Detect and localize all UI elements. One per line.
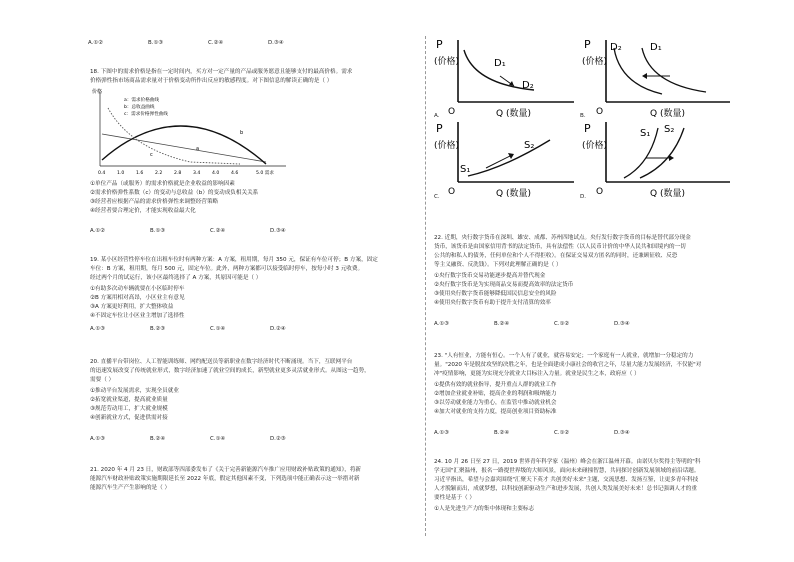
q22-statement-4: ④使用央行数字货币有助于提升支付清算的效率 [434,300,551,306]
q18-xtick-2: 1.0 [117,171,125,176]
q18-graph-ylabel: 价格 [92,89,103,95]
graph-c-curve [468,140,550,176]
q18-xtick-8: 4.6 [231,171,239,176]
q18-legend-b: b：总收益曲线 [124,105,155,110]
graph-a-xlabel: Q (数量) [496,109,531,119]
q22-option-c[interactable]: C.①② [554,321,570,327]
q23-stem-line-3: 冲"疫情影响，更能为实现充分就业大目标注入力量。就业是民生之本，政府应（ ） [434,371,640,377]
q21-stem-line-3: 能源汽车生产产生影响的是（ ） [90,485,171,491]
graph-a-origin: O [448,107,456,117]
graph-d-curve-label-1: S₁ [640,128,651,139]
q17-option-b[interactable]: B.①③ [148,40,164,46]
q17-option-c[interactable]: C.②④ [208,40,224,46]
q24-stem-line-1: 24. 10 月 26 日至 27 日，2019 世界青年科学家（温州）峰会在浙江温州开幕。由诺贝尔奖得主等明的"科 [434,459,701,465]
graph-d-label[interactable]: D. [580,194,587,200]
q19-option-c[interactable]: C.①④ [210,326,226,332]
q18-xtick-7: 4.0 [212,171,220,176]
q20-statement-3: ③规范劳动用工，扩大就业规模 [90,406,168,412]
graph-b-origin: O [596,107,604,117]
q24-stem-line-5: 要性是基于（ ） [434,495,475,501]
q18-xtick-6: 3.4 [193,171,201,176]
graph-c-ylabel-jiage: (价格) [434,141,460,151]
q18-statement-2: ②需求价格弹性系数（c）的变动与总收益（b）的变动成负相关关系 [90,190,259,196]
q18-xtick-5: 2.8 [174,171,182,176]
q18-options [90,228,330,234]
graph-a-curve-label-2: D₂ [522,80,534,91]
q19-option-a[interactable]: A.①③ [90,326,105,332]
q21-stem-line-1: 21. 2020 年 4 月 23 日，财政部等四部委发布了《关于完善新能源汽车推广应用财政补贴政策的通知》，将新 [90,467,362,473]
q24-statement-1: ①人是先进生产力的集中体现和主要标志 [434,506,535,512]
q23-option-c[interactable]: C.①② [554,430,570,436]
q22-stem-line-1: 22. 近期，央行数字货币在深圳、雄安、成都、苏州四地试点。央行发行数字货币的目标是替代部分现金 [434,235,691,241]
graph-a-curve-label-1: D₁ [494,58,506,69]
q18-graph [90,84,300,178]
graph-c-curve-label-1: S₁ [460,164,471,175]
graph-d-ylabel-jiage: (价格) [582,141,608,151]
q23-options [434,430,674,436]
q23-stem-line-1: 23. "人有恒业，方能有恒心。一个人有了就业，就容易安定；一个家庭有一人就业，就增加一分稳定的力 [434,353,694,359]
q19-statement-3: ③A 方案更好利用，扩大整体收益 [90,304,174,310]
q18-statement-4: ④经营者要合理定价，才能实现收益最大化 [90,208,196,214]
q20-statement-1: ①推动平台发展需求，实现全员就业 [90,388,179,394]
q22-option-a[interactable]: A.①③ [434,321,449,327]
q18-xtick-1: 0.4 [98,171,106,176]
graph-b-curve-label-2: D₁ [650,42,662,53]
q19-option-b[interactable]: B.②③ [150,326,166,332]
graph-c-origin: O [448,187,456,197]
q24-stem-line-2: 学无国"汇聚温州，报名一路提世界级的大师风景，面向未来碰撞智慧，共同探讨创新发展领域的前沿话题。 [434,468,700,474]
q23-stem-line-2: 量。"2020 年是脱贫攻坚的决胜之年，也是全面建成小康社会的收官之年，尽量大能力发展经济，不仅能"对 [434,362,702,368]
graph-b-curve-label-1: D₂ [610,42,622,53]
q18-curve-label-a: a [196,146,200,152]
q19-stem-line-2: 车位：B 方案，租用期，每月 500 元，固定车位。此外，两种方案都可以接受临时停车，按每小时 3 元收费。 [90,266,364,272]
graph-a-ylabel-p: P [436,38,443,51]
q18-option-c[interactable]: C.②④ [210,228,226,234]
q22-statement-1: ①央行数字货币交易功能逐步提高并替代现金 [434,273,546,279]
q22-statement-3: ③使用央行数字货币能够降低国民信息安全的风险 [434,291,557,297]
q22-stem-line-3: 公共的和私人的债务，任何单位和个人不得拒收）。在保证交易双方匿名的同时，还兼顾征收、反恐 [434,253,678,259]
q19-options [90,326,330,332]
q20-option-d[interactable]: D.②③ [270,436,286,442]
q23-statement-1: ①提供有效的就业指导，提升重点人群的就业工作 [434,382,557,388]
q18-statement-1: ①单位产品（或服务）的需求价格就是企业收益的影响因素 [90,181,235,187]
column-divider [425,36,426,536]
q20-options [90,436,330,442]
graph-a-ylabel-jiage: (价格) [434,57,460,67]
q18-xtick-4: 2.2 [155,171,163,176]
q18-option-d[interactable]: D.③④ [270,228,286,234]
q22-statement-2: ②央行数字货币是为实现商品交易而提高效率的法定货币 [434,282,574,288]
q18-stem-line-2: 价格弹性指市场商品需求量对于价格变动所作出反应的敏感程度。对下图信息的解读正确的是（ ） [90,78,333,84]
q23-statement-2: ②增加企业就业补贴，提高企业的利润和吸纳能力 [434,391,557,397]
q20-statement-2: ②拓宽就业渠道，提高就业质量 [90,397,168,403]
graph-a-label[interactable]: A. [434,113,440,119]
q20-statement-4: ④创新就业方式，促进供需对接 [90,415,168,421]
q18-legend-a: a：需求价格曲线 [124,98,159,103]
q19-stem-line-1: 19. 某小区经营性停车位在出租车位时有两种方案：A 方案，租用期，每月 350 元，保证有车位可停；B 方案，固定 [90,257,378,263]
q20-option-c[interactable]: C.①④ [210,436,226,442]
q18-curve-label-c: c [150,152,153,158]
q19-stem-line-3: 经过两个月的试运行，该小区最终选择了 A 方案，其原因可能是（ ） [90,275,262,281]
q23-option-a[interactable]: A.①③ [434,430,449,436]
q18-stem-line-1: 18. 下图中的需求价格是指在一定时间内，买方对一定产量的产品或服务愿意且能够支付的最高价格。需求 [90,69,353,75]
graph-b-arrowhead [642,73,647,79]
q21-stem-line-2: 能源汽车财政补贴政策实施期限延长至 2022 年底，假定其他因素不变，下列选项中能正确表示这一举措对新 [90,476,360,482]
q22-stem-line-4: 等主义融资、反洗钱）。下列对此理解正确的是（ ） [434,262,562,268]
graph-a [434,36,584,120]
graph-c [434,118,587,200]
q19-statement-2: ②B 方案用相对高昂，小区业主有意见 [90,295,185,301]
graph-c-curve-label-2: S₂ [524,140,535,151]
q22-options [434,321,674,327]
graph-d-xlabel: Q (数量) [650,189,685,199]
q18-curve-label-b: b [240,130,244,136]
q22-option-d[interactable]: D.③④ [614,321,630,327]
graph-b-ylabel-p: P [584,38,591,51]
q20-stem-line-2: 的迅速发展改变了传统就业形式，数字经济加速了就业空间的成长，新型就业更多灵活就业形式。从图这一趋势， [90,368,370,374]
graph-b-ylabel-jiage: (价格) [582,57,608,67]
q23-statement-3: ③以劳动就业能力为重心，在监管中推动就业机会 [434,400,557,406]
graph-b-curve-2 [642,48,706,92]
q17-option-a[interactable]: A.①② [88,40,103,46]
graph-b [580,36,740,120]
q18-legend-c: c：需求价格弹性曲线 [124,112,168,117]
q17-option-d[interactable]: D.③④ [268,40,284,46]
q18-xtick-9: 5.0 需求 [256,171,274,176]
graph-c-xlabel: Q (数量) [496,189,531,199]
q22-stem-line-2: 货币，该货币是由国家信用背书的法定货币，具有法偿性（以人民币计价的中华人民共和国境内的一切 [434,244,686,250]
graph-d [580,118,740,200]
q19-option-d[interactable]: D.②④ [270,326,286,332]
graph-d-curve-label-2: S₂ [664,124,675,135]
q20-option-a[interactable]: A.①③ [90,436,105,442]
graph-b-xlabel: Q (数量) [650,109,685,119]
q24-stem-line-4: 人才脱颖而出，成就梦想，以科技创新驱动生产和进步发展，共创人类发展美好未来！总书记强调人才的重 [434,486,697,492]
graph-b-label[interactable]: B. [580,113,586,119]
graph-d-origin: O [596,187,604,197]
graph-d-ylabel-p: P [584,122,591,135]
graph-c-ylabel-p: P [436,122,443,135]
q24-stem-line-3: 习近平指出，希望与会嘉宾围绕"汇聚天下英才 共创美好未来"主题，交流思想、发扬互鉴，让更多青年科技 [434,477,699,483]
q20-stem-line-1: 20. 直播平台带岗位、人工智能训练师、网约配送员等新职业在数字经济时代不断涌现。当下，互联网平台 [90,359,353,365]
q20-option-b[interactable]: B.②④ [150,436,166,442]
q23-statement-4: ④加大对就业的支持力度，提高创业项目资助标准 [434,409,557,415]
q18-curve-a [102,134,266,162]
q18-option-b[interactable]: B.①③ [150,228,166,234]
q17-options [88,40,328,46]
q23-option-d[interactable]: D.③④ [614,430,630,436]
q18-xtick-3: 1.6 [136,171,144,176]
q18-statement-3: ③经营者应根据产品的需求价格弹性来调整经营策略 [90,199,219,205]
q22-option-b[interactable]: B.②④ [494,321,510,327]
q19-statement-4: ④不固定车位让小区业主增加了选择性 [90,313,185,319]
graph-d-arrowhead [669,155,674,161]
q19-statement-1: ①有助多次动车辆就要在小区临时停车 [90,286,185,292]
q23-option-b[interactable]: B.②④ [494,430,510,436]
q18-option-a[interactable]: A.①② [90,228,105,234]
q20-stem-line-3: 需要（ ） [90,377,115,383]
graph-c-label[interactable]: C. [434,194,440,200]
